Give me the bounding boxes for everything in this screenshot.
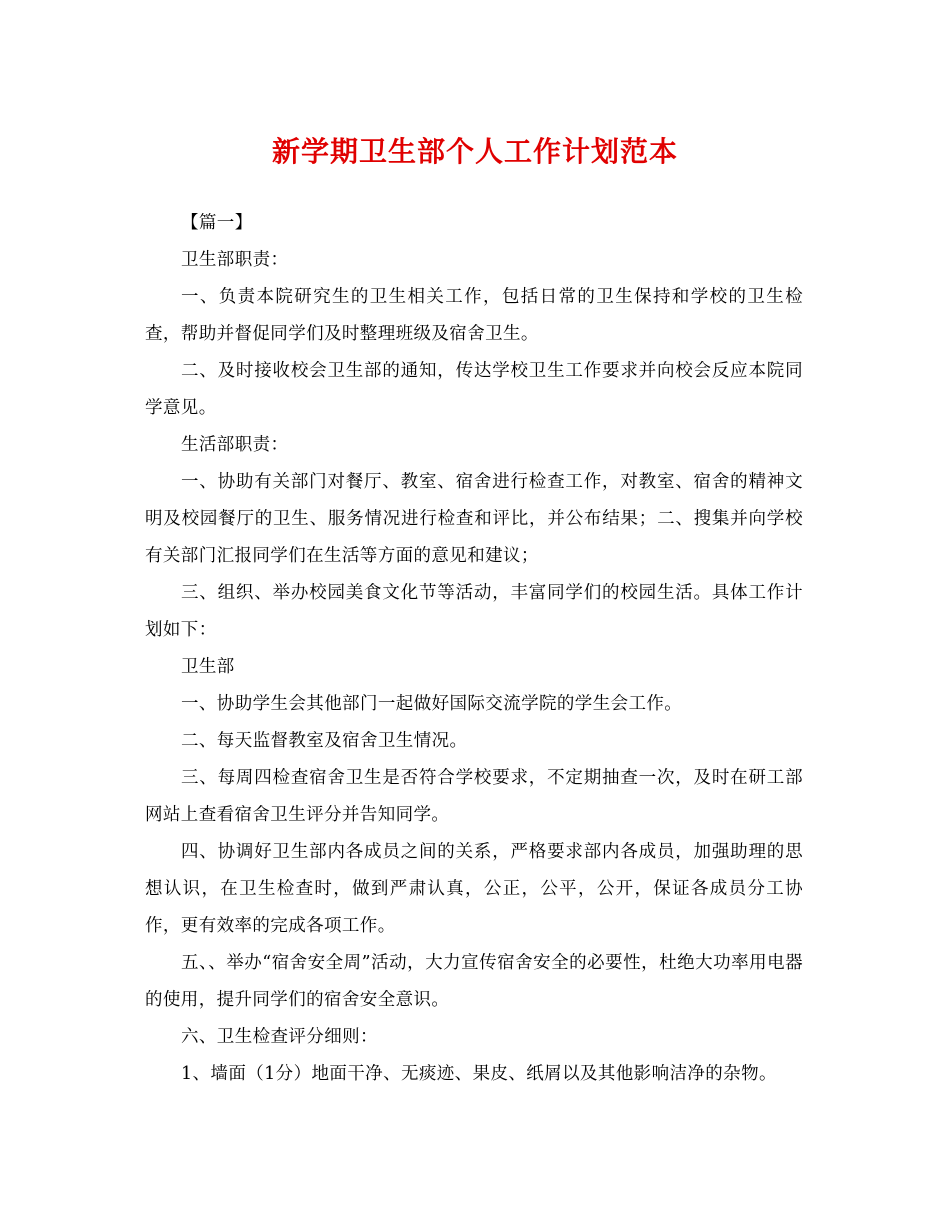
life-duty-3: 三、组织、举办校园美食文化节等活动，丰富同学们的校园生活。具体工作计划如下： [145,583,803,640]
hygiene-plan-heading: 卫生部 [181,657,235,677]
hygiene-duty-2: 二、及时接收校会卫生部的通知，传达学校卫生工作要求并向校会反应本院同学意见。 [145,361,803,418]
document-title: 新学期卫生部个人工作计划范本 [271,135,678,168]
hygiene-duty-1: 一、负责本院研究生的卫生相关工作，包括日常的卫生保持和学校的卫生检查，帮助并督促同学们及时整理班级及宿舍卫生。 [145,287,803,344]
hygiene-duties-heading: 卫生部职责： [181,250,289,270]
plan-item-2: 二、每天监督教室及宿舍卫生情况。 [181,731,468,751]
life-duty-1-2: 一、协助有关部门对餐厅、教室、宿舍进行检查工作，对教室、宿舍的精神文明及校园餐厅的卫生、服务情况进行检查和评比，并公布结果；二、搜集并向学校有关部门汇报同学们在生活等方面的意见和建议； [145,472,803,566]
scoring-rule-1: 1、墙面（1分）地面干净、无痰迹、果皮、纸屑以及其他影响洁净的杂物。 [181,1064,777,1084]
document-body [145,205,803,1093]
plan-item-5: 五、、举办“宿舍安全周”活动，大力宣传宿舍安全的必要性，杜绝大功率用电器的使用，提升同学们的宿舍安全意识。 [145,953,803,1010]
plan-item-6: 六、卫生检查评分细则： [181,1027,378,1047]
plan-item-3: 三、每周四检查宿舍卫生是否符合学校要求，不定期抽查一次，及时在研工部网站上查看宿舍卫生评分并告知同学。 [145,768,803,825]
plan-item-4: 四、协调好卫生部内各成员之间的关系，严格要求部内各成员，加强助理的思想认识，在卫生检查时，做到严肃认真，公正，公平，公开，保证各成员分工协作，更有效率的完成各项工作。 [145,842,803,936]
plan-item-1: 一、协助学生会其他部门一起做好国际交流学院的学生会工作。 [181,694,683,714]
section-heading-part-one: 【篇一】 [181,213,253,233]
life-duties-heading: 生活部职责： [181,435,289,455]
